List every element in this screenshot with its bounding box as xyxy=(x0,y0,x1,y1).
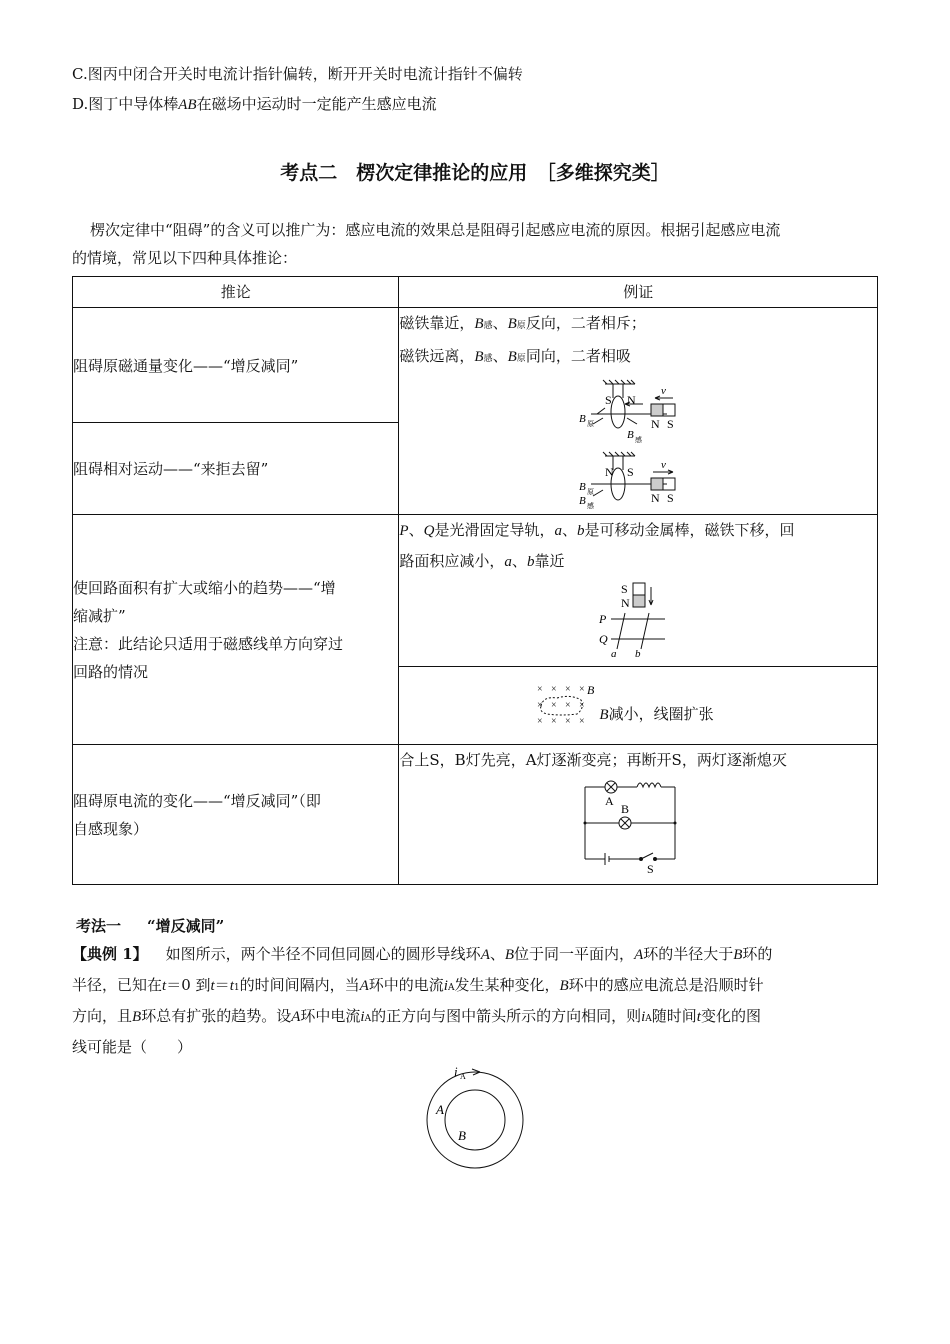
rod-b-label: b xyxy=(635,648,641,659)
coil-field-diagram xyxy=(531,682,597,730)
rail-q-label: Q xyxy=(599,632,609,646)
ring-a-label: A xyxy=(436,1102,444,1117)
n-pole-label: N xyxy=(627,393,637,407)
b-orig-sub: 原 xyxy=(587,420,595,428)
rod-a-label: a xyxy=(611,648,617,659)
rails-diagram xyxy=(597,579,677,659)
cross-mark: × xyxy=(579,683,586,695)
cross-mark: × xyxy=(579,715,586,727)
lamp-b-label: B xyxy=(621,802,630,816)
rails-n-label: N xyxy=(621,596,631,610)
magnet-s-label: S xyxy=(667,417,675,431)
row1-inference: 阻碍原磁通量变化——“增反减同” xyxy=(73,308,399,423)
option-d: D.图丁中导体棒AB在磁场中运动时一定能产生感应电流 xyxy=(72,95,437,113)
rail-p-label: P xyxy=(599,612,607,626)
rails-line-2: 路面积应减小，a、b靠近 xyxy=(399,552,565,570)
b-ind-label: B xyxy=(627,429,635,441)
velocity-label: v xyxy=(661,385,667,397)
b-ind-sub: 感 xyxy=(635,436,643,444)
switch-s-label: S xyxy=(647,862,655,875)
magnet-approach-diagram xyxy=(577,378,687,444)
magnet-example-cell xyxy=(399,308,878,515)
b-orig-label: B xyxy=(579,413,587,425)
cross-mark: × xyxy=(551,715,558,727)
concentric-rings-figure xyxy=(420,1062,530,1172)
cross-mark: × xyxy=(565,683,572,695)
lamp-a-label: A xyxy=(605,794,615,808)
rails-example-cell xyxy=(399,515,878,667)
cross-mark: × xyxy=(565,699,572,711)
row2-inference: 阻碍相对运动——“来拒去留” xyxy=(73,423,399,515)
b-ind-sub-2: 感 xyxy=(587,502,595,510)
example-line-3: 方向，且B环总有扩张的趋势。设A环中电流iA的正方向与图中箭头所示的方向相同，则iA随时间t变化的图 xyxy=(72,1007,761,1025)
cross-mark: × xyxy=(565,715,572,727)
magnet-s-label-2: S xyxy=(667,491,675,505)
example-line-2: 半径，已知在t＝0 到t＝t1的时间间隔内，当A环中的电流iA发生某种变化，B环中的感应电流总是沿顺时针 xyxy=(72,976,764,994)
magnet-n-label-2: N xyxy=(651,491,661,505)
magnet-line-2: 磁铁远离，B感、B原同向，二者相吸 xyxy=(399,347,631,365)
b-ind-label-2: B xyxy=(579,495,587,507)
row3-inference: 使回路面积有扩大或缩小的趋势——“增 缩减扩” 注意：此结论只适用于磁感线单方向穿过 回路的情况 xyxy=(73,515,399,745)
b-orig-sub-2: 原 xyxy=(587,488,595,496)
cross-mark: × xyxy=(537,683,544,695)
intro-line-1: 楞次定律中“阻碍”的含义可以推广为：感应电流的效果总是阻碍引起感应电流的原因。根据引起感应电流 xyxy=(90,221,781,239)
example-line-1: 【典例 1】 如图所示，两个半径不同但同圆心的圆形导线环A、B位于同一平面内，A环的半径大于B环的 xyxy=(72,945,773,963)
cross-mark: × xyxy=(551,699,558,711)
option-c: C.图丙中闭合开关时电流计指针偏转，断开开关时电流计指针不偏转 xyxy=(72,65,523,83)
current-i-label: i xyxy=(454,1064,458,1079)
velocity-label-2: v xyxy=(661,459,667,471)
example-line-4: 线可能是（ ） xyxy=(72,1038,193,1056)
current-i-sub: A xyxy=(460,1072,466,1081)
b-orig-label-2: B xyxy=(579,481,587,493)
n-pole-label-2: N xyxy=(605,465,615,479)
ring-b-label: B xyxy=(458,1128,466,1143)
row4-inference: 阻碍原电流的变化——“增反减同”（即 自感现象） xyxy=(73,745,399,885)
rails-s-label: S xyxy=(621,582,629,596)
inference-table xyxy=(72,276,878,885)
circuit-example-cell xyxy=(399,745,878,885)
magnet-n-label: N xyxy=(651,417,661,431)
self-induction-circuit xyxy=(575,775,685,875)
field-b-label: B xyxy=(587,682,595,697)
header-inference: 推论 xyxy=(73,277,399,308)
cross-mark: × xyxy=(551,683,558,695)
header-example: 例证 xyxy=(399,277,878,308)
cross-mark: × xyxy=(579,699,586,711)
section-title: 考点二 楞次定律推论的应用 ［多维探究类］ xyxy=(280,162,670,184)
method-heading: 考法一 “增反减同” xyxy=(76,917,225,935)
coil-example-cell xyxy=(399,667,878,745)
magnet-line-1: 磁铁靠近，B感、B原反向，二者相斥； xyxy=(399,314,646,332)
coil-text: B减小，线圈扩张 xyxy=(599,704,714,723)
cross-mark: × xyxy=(537,699,544,711)
circuit-text: 合上S，B灯先亮，A灯逐渐变亮；再断开S，两灯逐渐熄灭 xyxy=(399,751,787,769)
s-pole-label-2: S xyxy=(627,465,635,479)
rails-line-1: P、Q是光滑固定导轨，a、b是可移动金属棒，磁铁下移，回 xyxy=(399,521,795,539)
cross-mark: × xyxy=(537,715,544,727)
s-pole-label: S xyxy=(605,393,613,407)
magnet-leave-diagram xyxy=(577,450,687,510)
intro-line-2: 的情境，常见以下四种具体推论： xyxy=(72,249,298,267)
